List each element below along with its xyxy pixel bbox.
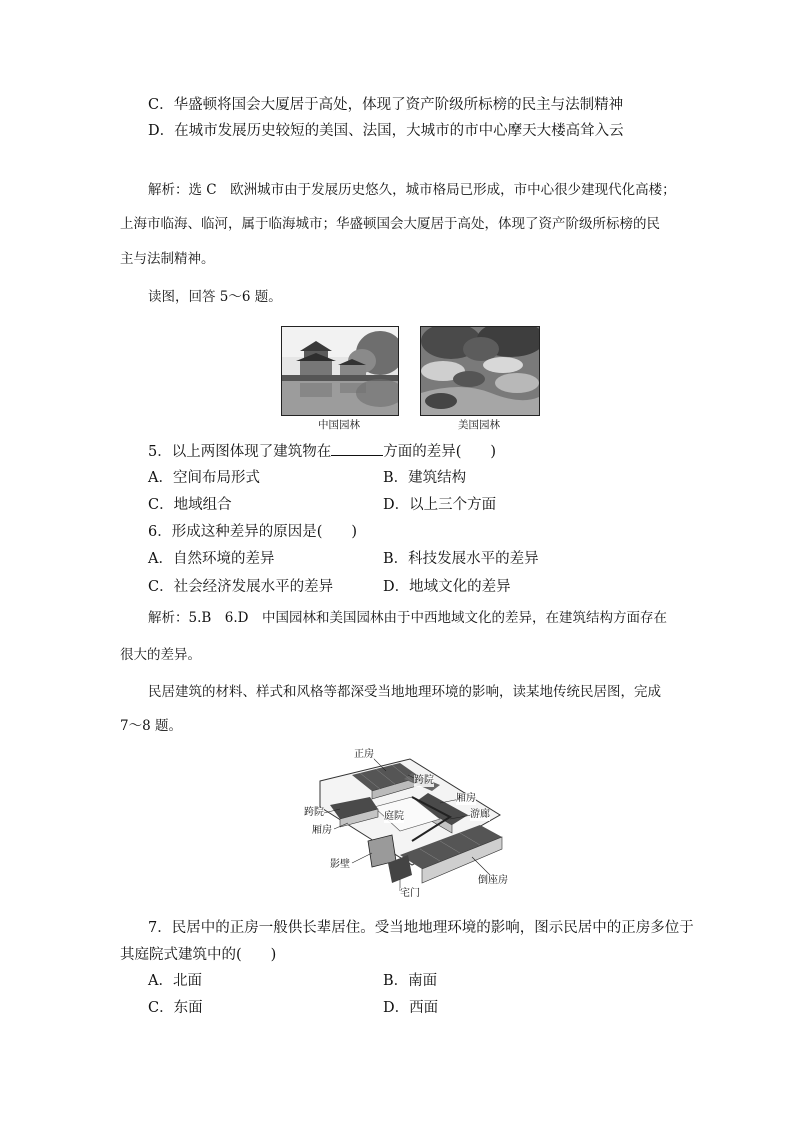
- intro-7-8-line-2: 7～8 题。: [120, 718, 182, 734]
- answer-blank: [331, 441, 383, 456]
- question-6-option-d: D．地域文化的差异: [383, 579, 511, 595]
- question-5-stem-after: 方面的差异( ): [383, 444, 497, 460]
- chinese-garden-photo: [281, 326, 399, 416]
- question-5-stem: [148, 441, 496, 462]
- american-garden-photo: [420, 326, 540, 416]
- explanation-1-line-3: 主与法制精神。: [120, 251, 215, 267]
- label-kuayuan-left: 跨院: [304, 807, 324, 818]
- question-7-option-d: D．西面: [383, 1000, 439, 1016]
- label-youlang: 游廊: [470, 809, 490, 820]
- question-5-option-d: D．以上三个方面: [383, 497, 497, 513]
- label-daozuofang: 倒座房: [478, 875, 508, 886]
- label-tingyuan: 庭院: [384, 811, 404, 822]
- question-5-option-a: A．空间布局形式: [148, 470, 260, 486]
- question-5-option-c: C．地域组合: [148, 497, 232, 513]
- q4-option-c: C．华盛顿将国会大厦居于高处，体现了资产阶级所标榜的民主与法制精神: [148, 97, 624, 113]
- question-6-option-b: B．科技发展水平的差异: [383, 551, 539, 567]
- question-6-option-a: A．自然环境的差异: [148, 551, 275, 567]
- question-6-option-c: C．社会经济发展水平的差异: [148, 579, 334, 595]
- courtyard-house-figure: [300, 745, 510, 903]
- question-7-option-c: C．东面: [148, 1000, 203, 1016]
- american-garden-image: [421, 327, 539, 415]
- explanation-1-line-1: 解析：选 C 欧洲城市由于发展历史悠久，城市格局已形成，市中心很少建现代化高楼；: [148, 182, 676, 198]
- question-7-option-b: B．南面: [383, 973, 438, 989]
- question-5-stem-before: 5．以上两图体现了建筑物在: [148, 444, 332, 460]
- label-yingbi: 影壁: [330, 859, 350, 870]
- label-xiangfang-right: 厢房: [456, 793, 476, 804]
- q4-option-d: D．在城市发展历史较短的美国、法国，大城市的市中心摩天大楼高耸入云: [148, 123, 624, 139]
- explanation-2-line-1: 解析：5.B 6.D 中国园林和美国园林由于中西地域文化的差异，在建筑结构方面存在: [148, 610, 668, 626]
- explanation-1-line-2: 上海市临海、临河，属于临海城市；华盛顿国会大厦居于高处，体现了资产阶级所标榜的民: [120, 216, 660, 232]
- chinese-garden-image: [282, 327, 398, 415]
- question-7-line-2: 其庭院式建筑中的( ): [120, 947, 277, 963]
- question-6-stem: 6．形成这种差异的原因是( ): [148, 524, 358, 540]
- intro-questions-5-6: 读图，回答 5～6 题。: [148, 289, 282, 305]
- question-7-option-a: A．北面: [148, 973, 202, 989]
- label-kuayuan-right: 跨院: [414, 775, 434, 786]
- label-zhengfang: 正房: [354, 749, 374, 760]
- caption-chinese-garden: 中国园林: [318, 419, 360, 431]
- explanation-2-line-2: 很大的差异。: [120, 647, 201, 663]
- question-5-option-b: B．建筑结构: [383, 470, 467, 486]
- label-xiangfang-left: 厢房: [312, 825, 332, 836]
- intro-7-8-line-1: 民居建筑的材料、样式和风格等都深受当地地理环境的影响，读某地传统民居图，完成: [148, 684, 661, 700]
- question-7-line-1: 7．民居中的正房一般供长辈居住。受当地地理环境的影响，图示民居中的正房多位于: [148, 920, 694, 936]
- label-zhaimen: 宅门: [400, 888, 420, 899]
- caption-american-garden: 美国园林: [458, 419, 500, 431]
